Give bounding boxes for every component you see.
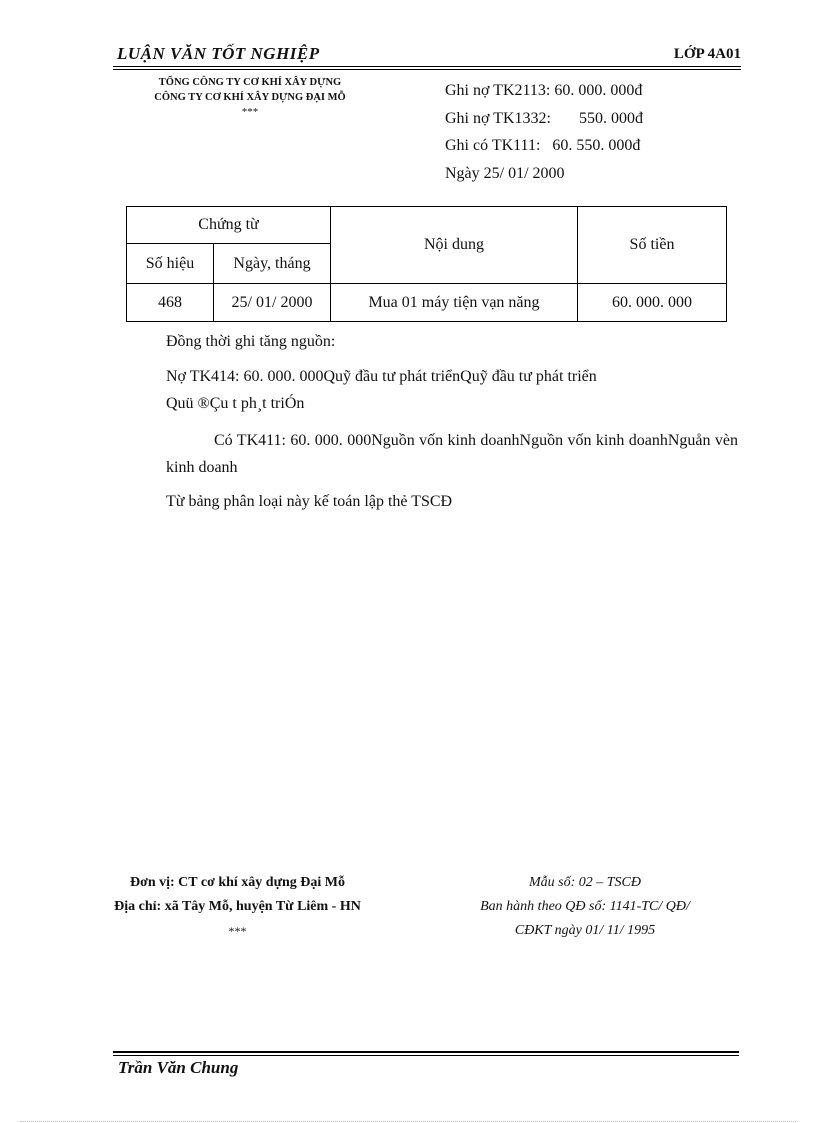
footer-form-decision: Ban hành theo QĐ số: 1141-TC/ QĐ/: [480, 899, 690, 914]
footer-unit-name: Đơn vị: CT cơ khí xây dựng Đại Mỗ: [129, 875, 345, 890]
body-line-legacy-font: Quü ®Çu t ph¸t triÓn: [166, 395, 305, 412]
body-para-text: Có TK411: 60. 000. 000Nguồn vốn kinh doanhNguồn vốn kinh doanhNguån vèn kinh doanh: [166, 432, 738, 476]
footer-unit-block: [95, 871, 380, 943]
cell-noi-dung: Mua 01 máy tiện vạn năng: [331, 284, 578, 322]
footer-unit-address: Địa chỉ: xã Tây Mỗ, huyện Từ Liêm - HN: [114, 899, 361, 914]
body-line-no-tk414: Nợ TK414: 60. 000. 000Quỹ đầu tư phát triểnQuỹ đầu tư phát triển: [166, 368, 597, 385]
footer-form-block: [450, 871, 720, 943]
entry-debit-1332: Ghi nợ TK1332: 550. 000đ: [445, 109, 643, 127]
header-title: LUẬN VĂN TỐT NGHIỆP: [117, 44, 320, 63]
footer-form-date: CĐKT ngày 01/ 11/ 1995: [514, 923, 656, 938]
cell-ngay: 25/ 01/ 2000: [214, 284, 331, 322]
table-row: [127, 284, 727, 322]
footer-unit-stars: ***: [228, 924, 247, 938]
header-rule-bottom: [113, 69, 741, 70]
company-stars: ***: [241, 106, 259, 118]
body-line-dong-thoi: Đồng thời ghi tăng nguồn:: [166, 333, 336, 350]
entry-credit-111: Ghi có TK111: 60. 550. 000đ: [445, 137, 641, 154]
footer-rule-thick: [113, 1051, 739, 1053]
col-so-tien: Số tiền: [578, 207, 727, 284]
body-para-co-tk411: [166, 427, 738, 481]
author-name: Trần Văn Chung: [118, 1058, 239, 1077]
company-parent: TỔNG CÔNG TY CƠ KHÍ XÂY DỰNG: [158, 77, 342, 88]
accounting-entries: [445, 77, 643, 187]
body-line-tu-bang: Từ bảng phân loại này kế toán lập thẻ TSCĐ: [166, 493, 453, 510]
entry-date: Ngày 25/ 01/ 2000: [445, 164, 565, 182]
company-name: CÔNG TY CƠ KHÍ XÂY DỰNG ĐẠI MỖ: [154, 92, 346, 103]
company-block: [130, 75, 370, 120]
col-ngay-thang: Ngày, tháng: [214, 244, 331, 284]
footer-rule-thin: [113, 1055, 739, 1056]
footer-form-number: Mẫu số: 02 – TSCĐ: [528, 875, 641, 890]
col-noi-dung: Nội dung: [331, 207, 578, 284]
page-edge-divider: [20, 1121, 796, 1122]
voucher-table: [126, 206, 727, 322]
cell-so-tien: 60. 000. 000: [578, 284, 727, 322]
col-so-hieu: Số hiệu: [127, 244, 214, 284]
entry-debit-2113: Ghi nợ TK2113: 60. 000. 000đ: [445, 82, 643, 99]
header-class: LỚP 4A01: [673, 46, 741, 62]
col-group-chung-tu: Chứng từ: [127, 207, 331, 244]
header-rule-top: [113, 66, 741, 67]
cell-so-hieu: 468: [127, 284, 214, 322]
